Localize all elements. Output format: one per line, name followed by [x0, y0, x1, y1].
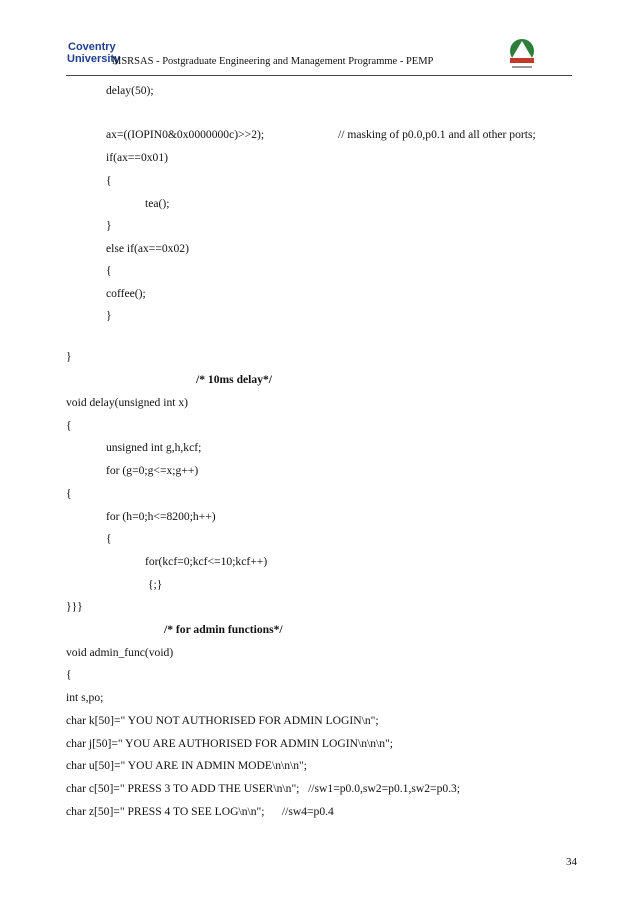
code-line: } — [66, 350, 72, 363]
page-number: 34 — [566, 856, 577, 868]
code-line: {;} — [148, 578, 163, 591]
code-line: { — [66, 419, 72, 432]
code-line: for(kcf=0;kcf<=10;kcf++) — [145, 555, 268, 568]
code-line: { — [106, 174, 112, 187]
code-line: char z[50]=" PRESS 4 TO SEE LOG\n\n"; //sw4=p0.4 — [66, 805, 334, 818]
code-line: char c[50]=" PRESS 3 TO ADD THE USER\n\n"; //sw1=p0.0,sw2=p0.1,sw2=p0.3; — [66, 782, 461, 795]
code-line: else if(ax==0x02) — [106, 242, 189, 255]
code-line: void admin_func(void) — [66, 646, 174, 659]
code-line: { — [66, 487, 72, 500]
code-comment-heading: /* 10ms delay*/ — [196, 373, 273, 386]
code-line: void delay(unsigned int x) — [66, 396, 189, 409]
msrsas-emblem-icon — [502, 36, 542, 72]
code-line: } — [106, 309, 112, 322]
code-line: { — [66, 668, 72, 681]
code-line: for (h=0;h<=8200;h++) — [106, 510, 216, 523]
code-line: }}} — [66, 600, 83, 613]
code-line: { — [106, 264, 112, 277]
page-header — [66, 36, 572, 76]
code-line: if(ax==0x01) — [106, 151, 169, 164]
code-line: ax=((IOPIN0&0x0000000c)>>2); — [106, 128, 265, 141]
code-line: char u[50]=" YOU ARE IN ADMIN MODE\n\n\n"; — [66, 759, 307, 772]
logo-text-university: University — [67, 53, 121, 65]
code-line: coffee(); — [106, 287, 146, 300]
code-line: for (g=0;g<=x;g++) — [106, 464, 199, 477]
code-line: delay(50); — [106, 84, 154, 97]
code-comment-heading: /* for admin functions*/ — [164, 623, 283, 636]
code-line: int s,po; — [66, 691, 104, 704]
code-line: char j[50]=" YOU ARE AUTHORISED FOR ADMIN LOGIN\n\n\n"; — [66, 737, 393, 750]
code-line: } — [106, 219, 112, 232]
code-line: { — [106, 532, 112, 545]
header-title: MSRSAS - Postgraduate Engineering and Management Programme - PEMP — [112, 56, 434, 67]
code-line: tea(); — [145, 197, 170, 210]
logo-text-coventry: Coventry — [68, 41, 116, 53]
code-comment: // masking of p0.0,p0.1 and all other ports; — [338, 128, 536, 141]
code-line: char k[50]=" YOU NOT AUTHORISED FOR ADMIN LOGIN\n"; — [66, 714, 379, 727]
header-divider — [66, 75, 572, 76]
code-line: unsigned int g,h,kcf; — [106, 441, 202, 454]
